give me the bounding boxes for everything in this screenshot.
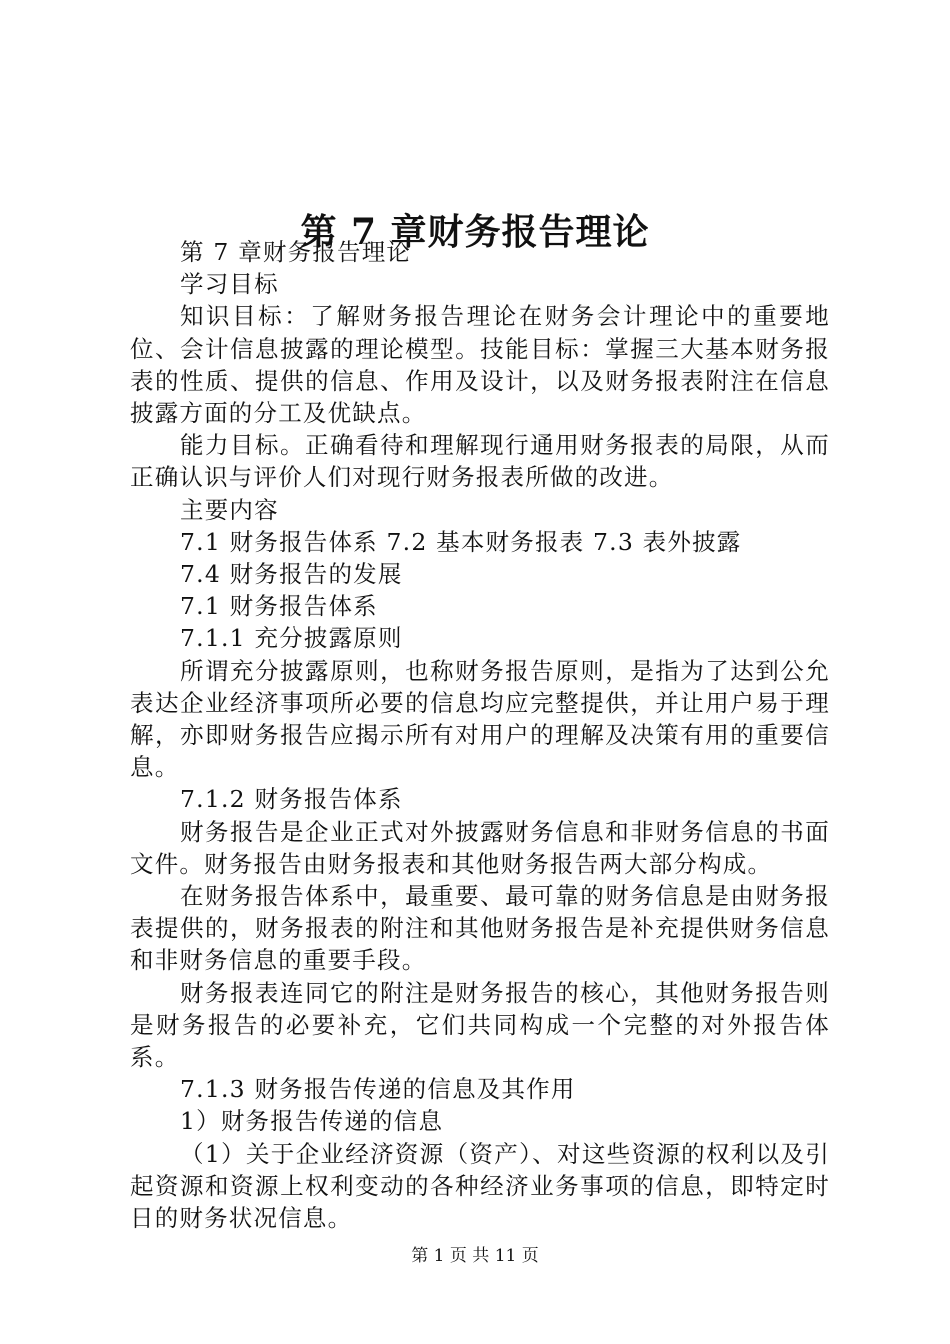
- paragraph: 在财务报告体系中，最重要、最可靠的财务信息是由财务报表提供的，财务报表的附注和其他财务报告是补充提供财务信息和非财务信息的重要手段。: [130, 882, 830, 975]
- paragraph: 7.1 财务报告体系: [180, 592, 378, 621]
- paragraph: （1）关于企业经济资源（资产）、对这些资源的权利以及引起资源和资源上权利变动的各种经济业务事项的信息，即特定时日的财务状况信息。: [130, 1139, 830, 1233]
- paragraph: 7.4 财务报告的发展: [180, 560, 403, 589]
- paragraph: 财务报表连同它的附注是财务报告的核心，其他财务报告则是财务报告的必要补充，它们共同构成一个完整的对外报告体系。: [130, 978, 830, 1072]
- paragraph: 学习目标: [180, 270, 279, 299]
- document-body: [130, 236, 830, 1234]
- document-title: 第 7 章财务报告理论: [300, 211, 650, 254]
- paragraph: 7.1.2 财务报告体系: [180, 785, 403, 814]
- paragraph: 主要内容: [180, 495, 279, 524]
- paragraph: 7.1 财务报告体系 7.2 基本财务报表 7.3 表外披露: [180, 527, 742, 556]
- paragraph: 知识目标：了解财务报告理论在财务会计理论中的重要地位、会计信息披露的理论模型。技能目标：掌握三大基本财务报表的性质、提供的信息、作用及设计，以及财务报表附注在信息披露方面的分工及优缺点。: [130, 302, 830, 428]
- paragraph: 7.1.3 财务报告传递的信息及其作用: [180, 1075, 576, 1104]
- page-footer: 第 1 页 共 11 页: [411, 1246, 539, 1266]
- paragraph: 第 7 章财务报告理论: [180, 238, 412, 266]
- paragraph: 1）财务报告传递的信息: [180, 1107, 444, 1136]
- paragraph: 财务报告是企业正式对外披露财务信息和非财务信息的书面文件。财务报告由财务报表和其他财务报告两大部分构成。: [130, 817, 830, 878]
- paragraph: 能力目标。正确看待和理解现行通用财务报表的局限，从而正确认识与评价人们对现行财务报表所做的改进。: [130, 431, 830, 492]
- paragraph: 7.1.1 充分披露原则: [180, 624, 403, 653]
- paragraph: 所谓充分披露原则，也称财务报告原则，是指为了达到公允表达企业经济事项所必要的信息均应完整提供，并让用户易于理解，亦即财务报告应揭示所有对用户的理解及决策有用的重要信息。: [130, 656, 830, 782]
